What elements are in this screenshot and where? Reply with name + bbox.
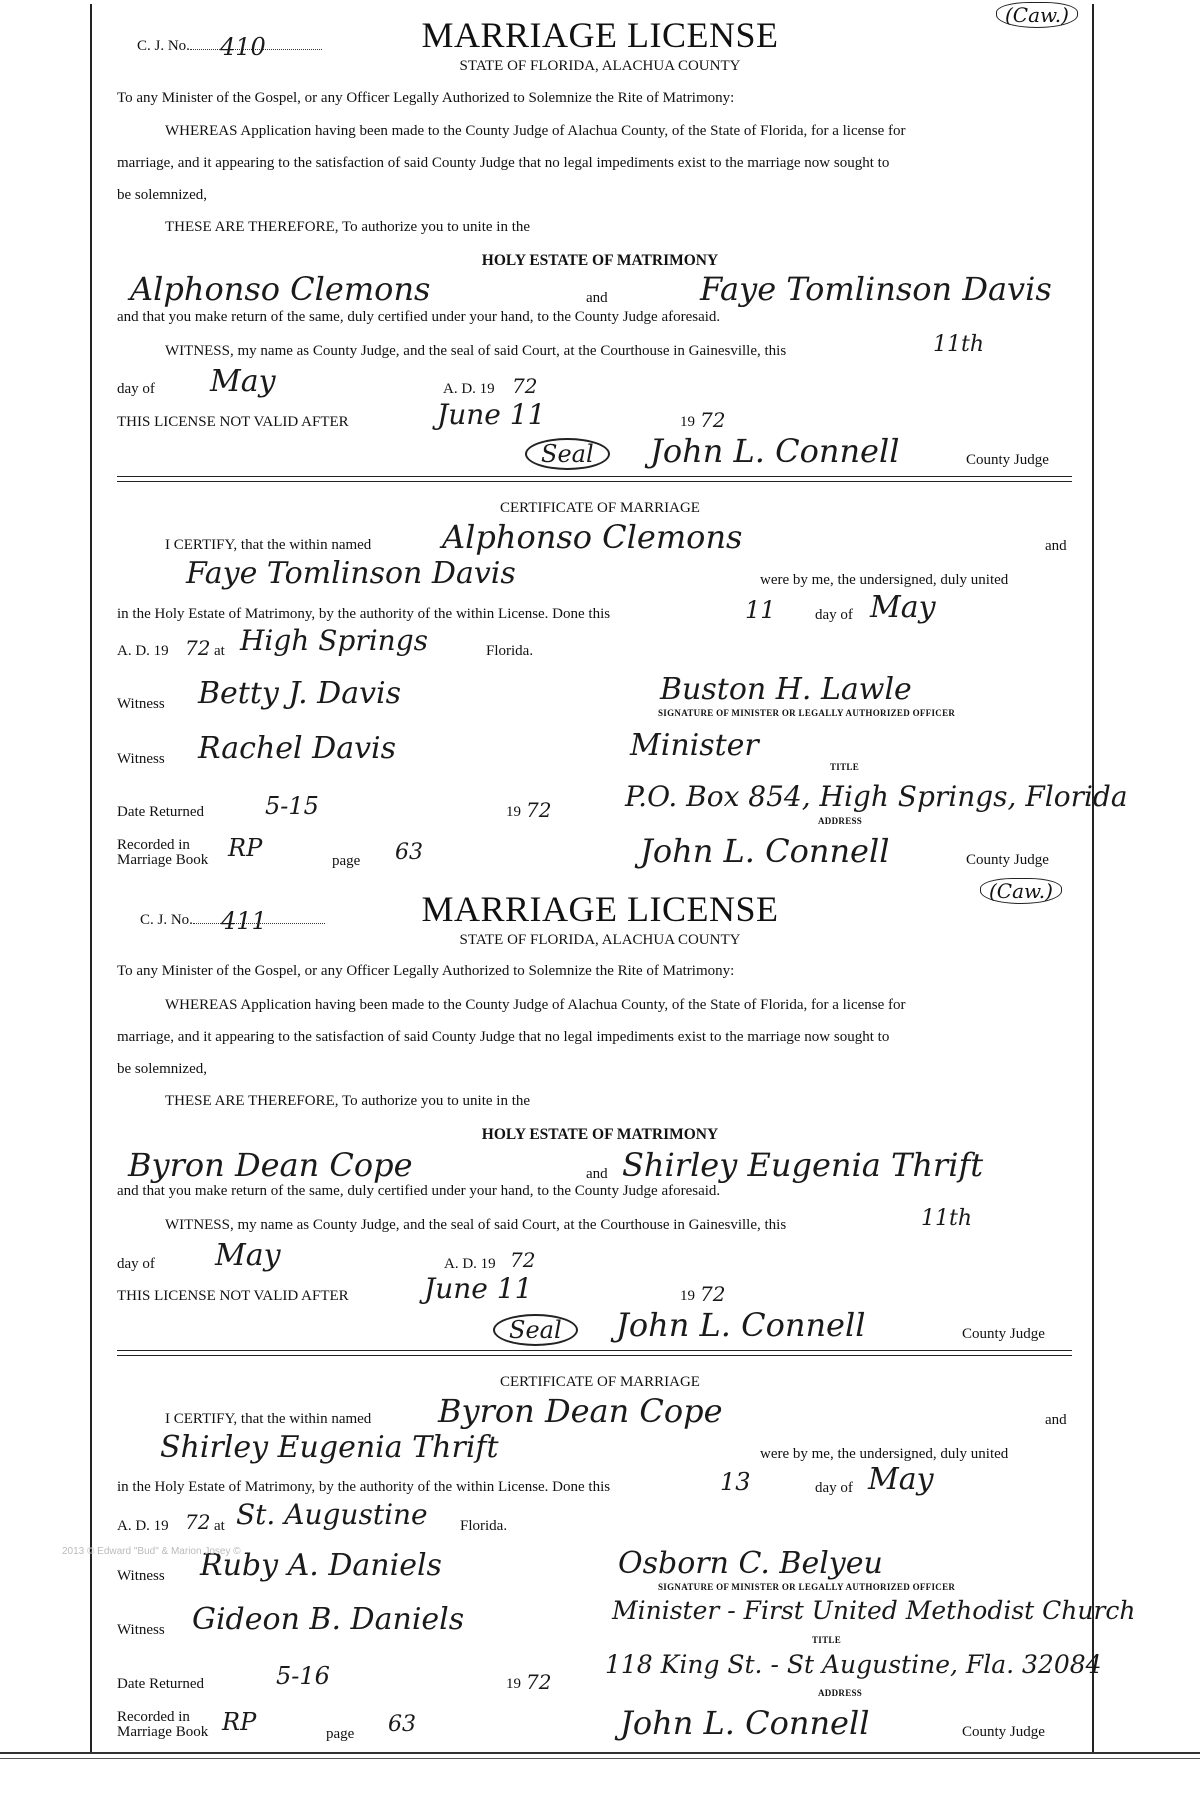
done-month: May (870, 590, 936, 625)
county-judge-label-2: County Judge (962, 1724, 1045, 1740)
signature-caption: SIGNATURE OF MINISTER OR LEGALLY AUTHORIZED OFFICER (658, 1582, 956, 1592)
not-valid-year: 72 (700, 408, 726, 432)
cj-label: C. J. No. (137, 38, 190, 54)
not-valid-label: THIS LICENSE NOT VALID AFTER (117, 1288, 349, 1304)
license-title: MARRIAGE LICENSE (421, 15, 779, 55)
whereas-line-1: WHEREAS Application having been made to the County Judge of Alachua County, of the State of Florida, for a license for (165, 997, 906, 1013)
copyright-watermark: 2013 © Edward "Bud" & Marion Josey © (62, 1546, 241, 1557)
holy-estate-heading: HOLY ESTATE OF MATRIMONY (481, 1126, 719, 1143)
bottom-rule (0, 1752, 1200, 1754)
court-seal: Seal (493, 1314, 578, 1346)
bottom-rule-secondary (0, 1758, 1200, 1759)
cj-number: 411 (220, 907, 267, 935)
ad-label: A. D. 19 (443, 381, 495, 397)
minister-address: P.O. Box 854, High Springs, Florida (625, 780, 1128, 813)
witness-1-signature: Ruby A. Daniels (200, 1548, 442, 1583)
witness-line: WITNESS, my name as County Judge, and the seal of said Court, at the Courthouse in Gainesville, this (165, 343, 787, 359)
witness-2-label: Witness (117, 1622, 165, 1638)
united-label: were by me, the undersigned, duly united (760, 572, 1009, 588)
groom-name: Byron Dean Cope (128, 1146, 413, 1184)
certify-label: I CERTIFY, that the within named (165, 537, 372, 553)
date-returned: 5-15 (265, 792, 319, 820)
done-month: May (868, 1462, 934, 1497)
holy-line: in the Holy Estate of Matrimony, by the authority of the within License. Done this (117, 1479, 611, 1495)
license-month: May (215, 1238, 281, 1273)
court-seal: Seal (525, 438, 610, 470)
certify-label: I CERTIFY, that the within named (165, 1411, 372, 1427)
returned-year-label: 19 (506, 804, 521, 820)
title-caption: TITLE (812, 1635, 842, 1645)
cert-bride-name: Faye Tomlinson Davis (186, 556, 516, 591)
cert-ad-label: A. D. 19 (117, 1518, 169, 1534)
returned-year: 72 (526, 1670, 552, 1694)
minister-signature: Buston H. Lawle (660, 672, 912, 707)
date-returned-label: Date Returned (117, 1676, 205, 1692)
and-label: and (586, 290, 608, 306)
done-day: 13 (720, 1468, 751, 1496)
recorded-in-label: Recorded in Marriage Book (117, 1709, 209, 1740)
returned-year: 72 (526, 798, 552, 822)
page-label: page (326, 1726, 355, 1742)
holy-line: in the Holy Estate of Matrimony, by the authority of the within License. Done this (117, 606, 611, 622)
address-caption: ADDRESS (818, 1688, 863, 1698)
witness-1-signature: Betty J. Davis (198, 676, 402, 711)
not-valid-label: THIS LICENSE NOT VALID AFTER (117, 414, 349, 430)
witness-2-label: Witness (117, 751, 165, 767)
groom-name: Alphonso Clemons (130, 270, 431, 308)
whereas-line-3: be solemnized, (117, 1061, 207, 1077)
whereas-line-1: WHEREAS Application having been made to the County Judge of Alachua County, of the State of Florida, for a license for (165, 123, 906, 139)
therefore-line: THESE ARE THEREFORE, To authorize you to unite in the (165, 1093, 531, 1109)
date-returned: 5-16 (276, 1662, 330, 1690)
certificate-title: CERTIFICATE OF MARRIAGE (500, 500, 700, 516)
whereas-line-3: be solemnized, (117, 187, 207, 203)
minister-signature: Osborn C. Belyeu (618, 1546, 883, 1581)
ceremony-place: St. Augustine (236, 1498, 428, 1531)
witness-2-signature: Gideon B. Daniels (192, 1602, 465, 1637)
day-of-label: day of (117, 1256, 155, 1272)
whereas-line-2: marriage, and it appearing to the satisfaction of said County Judge that no legal impediments exist to the marriage now sought to (117, 155, 890, 171)
florida-label: Florida. (486, 643, 534, 659)
cert-year: 72 (185, 636, 211, 660)
license-year: 72 (510, 1248, 536, 1272)
returned-year-label: 19 (506, 1676, 521, 1692)
united-label: were by me, the undersigned, duly united (760, 1446, 1009, 1462)
cert-bride-name: Shirley Eugenia Thrift (160, 1430, 499, 1465)
cert-year: 72 (185, 1510, 211, 1534)
witness-line: WITNESS, my name as County Judge, and the seal of said Court, at the Courthouse in Gainesville, this (165, 1217, 787, 1233)
marriage-book: RP (228, 834, 263, 862)
recorder-signature: John L. Connell (640, 832, 890, 870)
cert-groom-name: Alphonso Clemons (442, 518, 743, 556)
minister-address: 118 King St. - St Augustine, Fla. 32084 (605, 1650, 1102, 1679)
witness-day: 11th (921, 1206, 973, 1231)
at-label: at (214, 643, 225, 659)
witness-1-label: Witness (117, 696, 165, 712)
address-line: To any Minister of the Gospel, or any Officer Legally Authorized to Solemnize the Rite of Matrimony: (117, 963, 735, 979)
handwritten-annotation: (Caw.) (996, 2, 1078, 28)
section-divider (117, 476, 1072, 482)
signature-caption: SIGNATURE OF MINISTER OR LEGALLY AUTHORIZED OFFICER (658, 708, 956, 718)
bride-name: Faye Tomlinson Davis (700, 270, 1052, 308)
not-valid-year-label: 19 (680, 414, 695, 430)
license-subtitle: STATE OF FLORIDA, ALACHUA COUNTY (459, 58, 741, 74)
holy-estate-heading: HOLY ESTATE OF MATRIMONY (481, 252, 719, 269)
ceremony-place: High Springs (240, 624, 429, 657)
page-number: 63 (388, 1712, 416, 1737)
judge-signature: John L. Connell (616, 1306, 866, 1344)
license-title: MARRIAGE LICENSE (421, 889, 779, 929)
not-valid-year: 72 (700, 1282, 726, 1306)
done-day: 11 (745, 596, 776, 624)
therefore-line: THESE ARE THEREFORE, To authorize you to unite in the (165, 219, 531, 235)
cj-number: 410 (219, 33, 266, 61)
and-label: and (586, 1166, 608, 1182)
not-valid-date: June 11 (424, 1272, 533, 1305)
certificate-title: CERTIFICATE OF MARRIAGE (500, 1374, 700, 1390)
recorder-signature: John L. Connell (620, 1704, 870, 1742)
day-of-label-2: day of (815, 607, 853, 623)
handwritten-annotation: (Caw.) (980, 878, 1062, 904)
title-caption: TITLE (830, 762, 860, 772)
florida-label: Florida. (460, 1518, 508, 1534)
date-returned-label: Date Returned (117, 804, 205, 820)
recorded-in-label: Recorded in Marriage Book (117, 837, 209, 868)
whereas-line-2: marriage, and it appearing to the satisfaction of said County Judge that no legal impediments exist to the marriage now sought to (117, 1029, 890, 1045)
marriage-book: RP (222, 1708, 257, 1736)
day-of-label: day of (117, 381, 155, 397)
witness-1-label: Witness (117, 1568, 165, 1584)
return-line: and that you make return of the same, duly certified under your hand, to the County Judge aforesaid. (117, 1183, 721, 1199)
day-of-label-2: day of (815, 1480, 853, 1496)
cert-and-label: and (1045, 1412, 1067, 1428)
license-subtitle: STATE OF FLORIDA, ALACHUA COUNTY (459, 932, 741, 948)
not-valid-year-label: 19 (680, 1288, 695, 1304)
cert-and-label: and (1045, 538, 1067, 554)
bride-name: Shirley Eugenia Thrift (622, 1146, 984, 1184)
county-judge-label-2: County Judge (966, 852, 1049, 868)
judge-signature: John L. Connell (650, 432, 900, 470)
section-divider (117, 1350, 1072, 1356)
page-number: 63 (395, 840, 423, 865)
not-valid-date: June 11 (437, 398, 546, 431)
witness-2-signature: Rachel Davis (198, 731, 397, 766)
cert-groom-name: Byron Dean Cope (438, 1392, 723, 1430)
page-label: page (332, 853, 361, 869)
county-judge-label: County Judge (962, 1326, 1045, 1342)
witness-day: 11th (933, 332, 985, 357)
license-month: May (210, 364, 276, 399)
at-label: at (214, 1518, 225, 1534)
ad-label: A. D. 19 (444, 1256, 496, 1272)
address-caption: ADDRESS (818, 816, 863, 826)
minister-title: Minister (630, 728, 759, 763)
cert-ad-label: A. D. 19 (117, 643, 169, 659)
license-year: 72 (512, 374, 538, 398)
cj-label: C. J. No. (140, 912, 193, 928)
minister-title: Minister - First United Methodist Church (612, 1596, 1136, 1625)
address-line: To any Minister of the Gospel, or any Officer Legally Authorized to Solemnize the Rite of Matrimony: (117, 90, 735, 106)
county-judge-label: County Judge (966, 452, 1049, 468)
return-line: and that you make return of the same, duly certified under your hand, to the County Judge aforesaid. (117, 309, 721, 325)
